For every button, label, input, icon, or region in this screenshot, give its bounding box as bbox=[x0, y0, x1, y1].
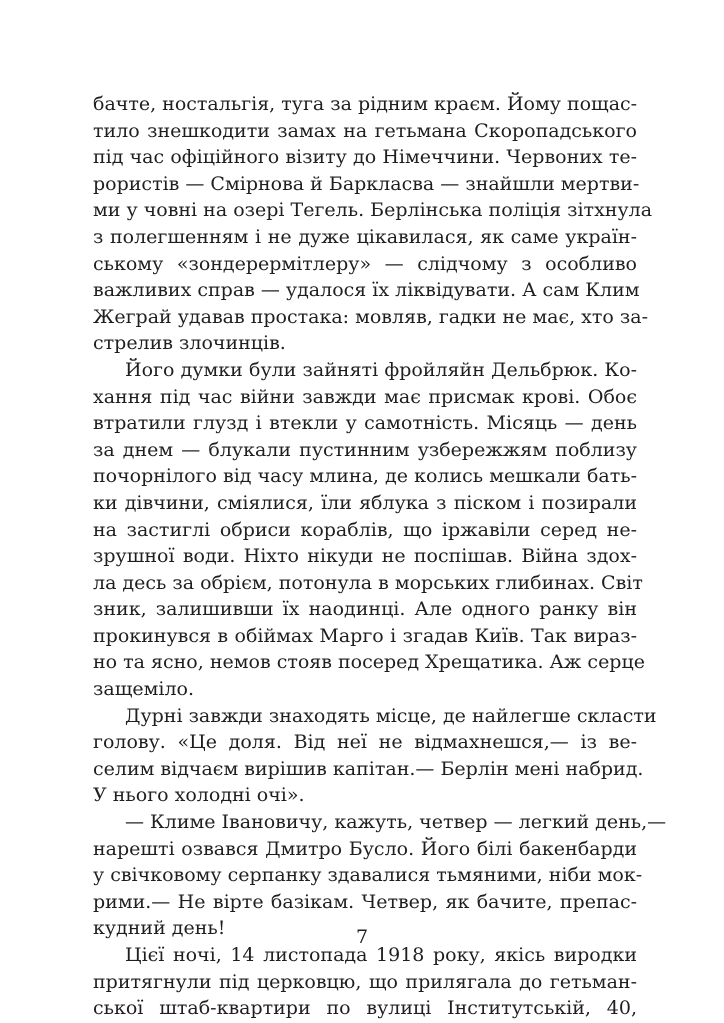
text-line: ки дівчини, сміялися, їли яблука з піском і позирали bbox=[93, 491, 637, 514]
page-number: 7 bbox=[355, 926, 369, 948]
text-line: з полегшенням і не дуже цікавилася, як саме україн- bbox=[93, 225, 637, 248]
text-line: ському «зондерермітлеру» — слідчому з особливо bbox=[93, 252, 637, 275]
text-line: ми у човні на озері Тегель. Берлінська поліція зітхнула bbox=[93, 199, 653, 222]
text-line: втратили глузд і втекли у самотність. Місяць — день bbox=[93, 412, 637, 435]
text-line: Жеграй удавав простака: мовляв, гадки не має, хто за- bbox=[93, 305, 648, 328]
text-line: ла десь за обрієм, потонула в морських глибинах. Світ bbox=[93, 571, 643, 594]
paragraph-first-line: Його думки були зайняті фройляйн Дельбрюк. Ко- bbox=[125, 358, 637, 381]
text-line: селим відчаєм вирішив капітан.— Берлін мені набрид. bbox=[93, 757, 644, 780]
text-line: зрушної води. Ніхто нікуди не поспішав. Війна здох- bbox=[93, 545, 637, 568]
text-line: нарешті озвався Дмитро Бусло. Його білі бакенбарди bbox=[93, 837, 637, 860]
text-line: притягнули під церковцю, що прилягала до гетьман- bbox=[93, 970, 637, 993]
text-line: тило знешкодити замах на гетьмана Скоропадського bbox=[93, 119, 637, 142]
text-line: рористів — Смірнова й Баркласва — знайшли мертви- bbox=[93, 172, 640, 195]
text-line: но та ясно, немов стояв посеред Хрещатика. Аж серце bbox=[93, 651, 645, 674]
text-line: у свічковому серпанку здавалися тьмяними, ніби мок- bbox=[93, 864, 643, 887]
text-line: зник, залишивши їх наодинці. Але одного ранку він bbox=[93, 598, 637, 621]
text-line: хання під час війни завжди має присмак крові. Обоє bbox=[93, 385, 637, 408]
text-line: стрелив злочинців. bbox=[93, 332, 286, 355]
text-line: на застиглі обриси кораблів, що іржавіли серед не- bbox=[93, 518, 637, 541]
text-line: почорнілого від часу млина, де колись мешкали бать- bbox=[93, 465, 637, 488]
text-line: важливих справ — удалося їх ліквідувати. А сам Клим bbox=[93, 279, 640, 302]
text-line: ської штаб-квартири по вулиці Інститутській, 40, bbox=[93, 997, 637, 1020]
paragraph-first-line: Дурні завжди знаходять місце, де найлегше скласти bbox=[125, 704, 657, 727]
text-line: прокинувся в обіймах Марго і згадав Київ. Так вираз- bbox=[93, 624, 637, 647]
text-line: за днем — блукали пустинним узбережжям поблизу bbox=[93, 438, 637, 461]
text-line: кудний день! bbox=[93, 917, 226, 940]
text-line: рими.— Не вірте базікам. Четвер, як бачите, препас- bbox=[93, 890, 637, 913]
paragraph-first-line: Цієї ночі, 14 листопада 1918 року, якісь виродки bbox=[125, 944, 637, 966]
paragraph-first-line: — Климе Івановичу, кажуть, четвер — легкий день,— bbox=[125, 811, 667, 834]
text-line: голову. «Це доля. Від неї не відмахнешся,— із ве- bbox=[93, 731, 637, 754]
text-line: під час офіційного візиту до Німеччини. Червоних те- bbox=[93, 146, 637, 169]
text-line: бачте, ностальгія, туга за рідним краєм. Йому пощас- bbox=[93, 93, 638, 115]
text-line: У нього холодні очі». bbox=[93, 784, 305, 807]
body-text bbox=[93, 91, 667, 1022]
text-line: защеміло. bbox=[93, 678, 195, 701]
